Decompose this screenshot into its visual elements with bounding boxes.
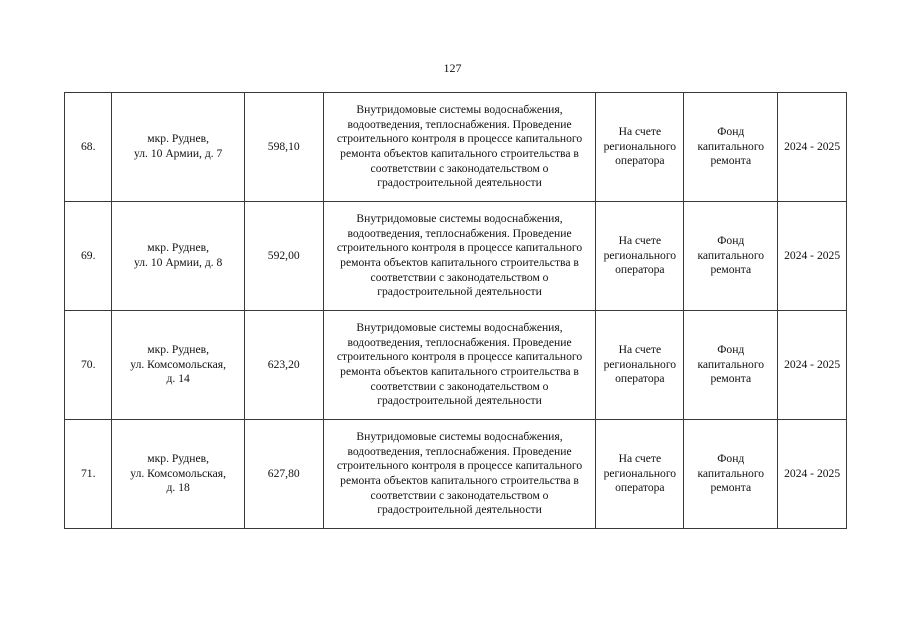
contract-cell: На счете регионального оператора (596, 311, 684, 420)
address-cell (112, 420, 244, 529)
funding-source-cell: Фонд капитального ремонта (684, 93, 778, 202)
address-cell (112, 311, 244, 420)
row-number: 69. (65, 202, 112, 311)
period-cell: 2024 - 2025 (778, 202, 847, 311)
address-line: мкр. Руднев, (147, 343, 209, 357)
cost-cell: 592,00 (244, 202, 323, 311)
funding-source-cell: Фонд капитального ремонта (684, 311, 778, 420)
page-number: 127 (443, 61, 462, 75)
funding-source-cell: Фонд капитального ремонта (684, 202, 778, 311)
row-number: 71. (65, 420, 112, 529)
row-number: 68. (65, 93, 112, 202)
address-line: ул. 10 Армии, д. 7 (133, 147, 223, 160)
table-row (65, 93, 847, 202)
address-cell (112, 93, 244, 202)
funding-source-cell: Фонд капитального ремонта (684, 420, 778, 529)
address-line: д. 18 (166, 481, 190, 495)
contract-cell: На счете регионального оператора (596, 420, 684, 529)
period-cell: 2024 - 2025 (778, 93, 847, 202)
address-line: мкр. Руднев, (147, 452, 209, 466)
cost-cell: 598,10 (244, 93, 323, 202)
work-description-cell: Внутридомовые системы водоснабжения, водоотведения, теплоснабжения. Проведение строительного контроля в процессе капитального ремонта объектов капитального строительства в соответствии с законодательством о градостроительной деятельности (323, 311, 596, 420)
table-row (65, 420, 847, 529)
address-line: ул. Комсомольская, (130, 357, 226, 371)
work-description-cell: Внутридомовые системы водоснабжения, водоотведения, теплоснабжения. Проведение строительного контроля в процессе капитального ремонта объектов капитального строительства в соответствии с законодательством о градостроительной деятельности (323, 420, 596, 529)
works-table (64, 92, 847, 529)
row-number: 70. (65, 311, 112, 420)
address-line: ул. Комсомольская, (130, 466, 226, 480)
contract-cell: На счете регионального оператора (596, 93, 684, 202)
cost-cell: 627,80 (244, 420, 323, 529)
work-description-cell: Внутридомовые системы водоснабжения, водоотведения, теплоснабжения. Проведение строительного контроля в процессе капитального ремонта объектов капитального строительства в соответствии с законодательством о градостроительной деятельности (323, 93, 596, 202)
table-row (65, 202, 847, 311)
cost-cell: 623,20 (244, 311, 323, 420)
period-cell: 2024 - 2025 (778, 311, 847, 420)
address-line: д. 14 (166, 372, 190, 386)
contract-cell: На счете регионального оператора (596, 202, 684, 311)
work-description-cell: Внутридомовые системы водоснабжения, водоотведения, теплоснабжения. Проведение строительного контроля в процессе капитального ремонта объектов капитального строительства в соответствии с законодательством о градостроительной деятельности (323, 202, 596, 311)
address-cell (112, 202, 244, 311)
address-line: мкр. Руднев, (147, 241, 209, 255)
table-row (65, 311, 847, 420)
period-cell: 2024 - 2025 (778, 420, 847, 529)
address-line: мкр. Руднев, (147, 132, 209, 146)
address-line: ул. 10 Армии, д. 8 (133, 256, 223, 269)
